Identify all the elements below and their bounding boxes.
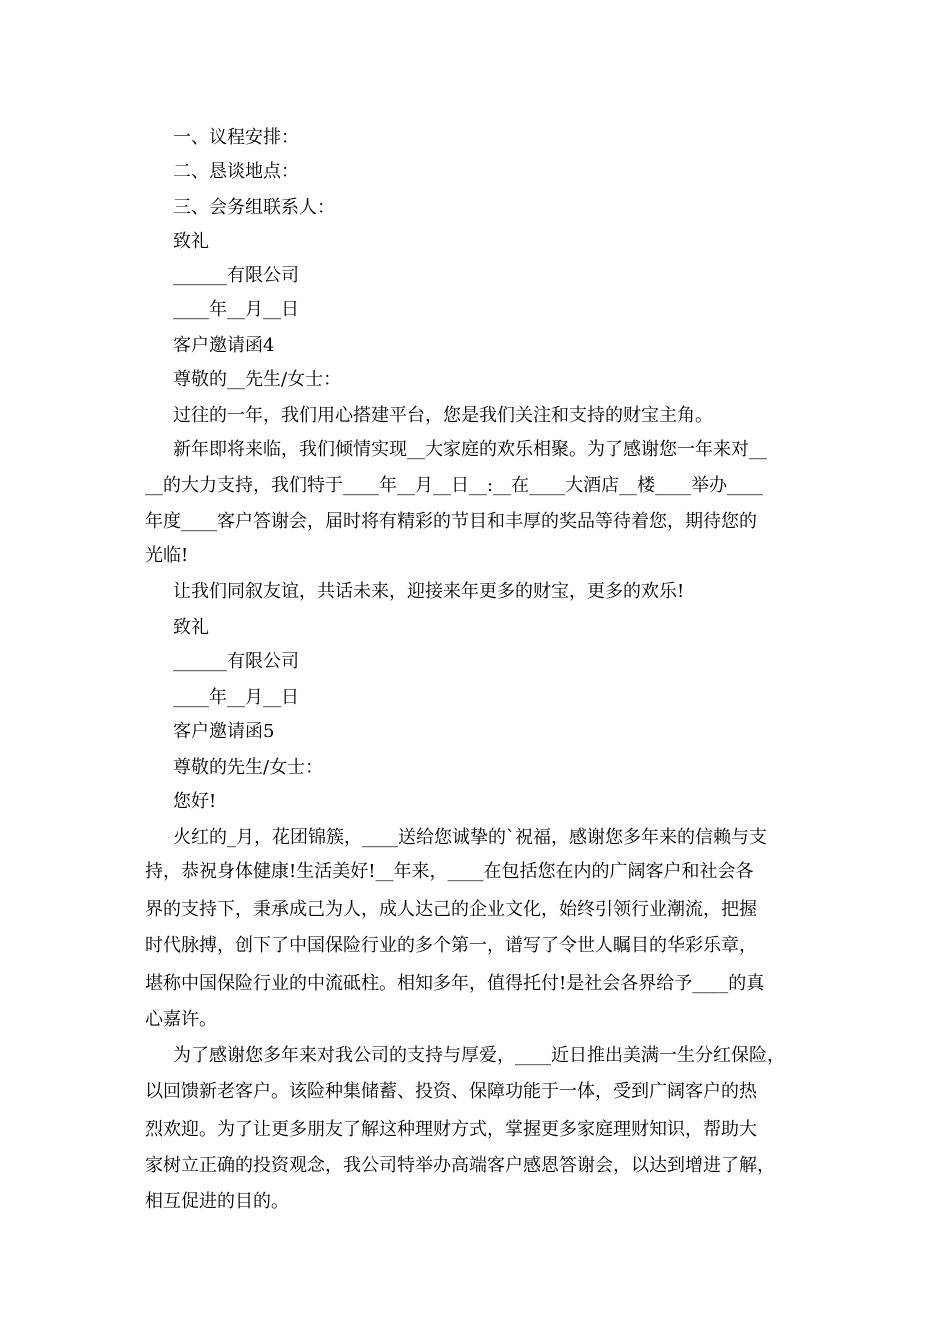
paragraph-line: 相互促进的目的。 [145, 1191, 289, 1212]
venue-heading: 二、恳谈地点： [173, 161, 299, 182]
paragraph-line: 火红的_月，花团锦簇，____送给您诚挚的`祝福，感谢您多年来的信赖与支 [173, 827, 767, 848]
date-line: ____年__月__日 [173, 299, 299, 320]
paragraph-line: 家树立正确的投资观念，我公司特举办高端客户感恩答谢会，以达到增进了解， [145, 1155, 775, 1176]
agenda-heading: 一、议程安排： [173, 127, 299, 148]
closing-salutation: 致礼 [173, 617, 209, 638]
letter-title: 客户邀请函4 [173, 335, 275, 356]
paragraph-line: 过往的一年，我们用心搭建平台，您是我们关注和支持的财宝主角。 [173, 405, 713, 426]
closing-salutation: 致礼 [173, 231, 209, 252]
paragraph-line: 持，恭祝身体健康!生活美好!__年来，____在包括您在内的广阔客户和社会各 [145, 861, 754, 882]
letter-title: 客户邀请函5 [173, 721, 275, 742]
date-line: ____年__月__日 [173, 687, 299, 708]
paragraph-line: 让我们同叙友谊，共话未来，迎接来年更多的财宝，更多的欢乐! [173, 581, 685, 602]
paragraph-line: 心嘉许。 [145, 1009, 217, 1030]
paragraph-line: 为了感谢您多年来对我公司的支持与厚爱，____近日推出美满一生分红保险， [173, 1045, 785, 1066]
paragraph-line: 烈欢迎。为了让更多朋友了解这种理财方式，掌握更多家庭理财知识，帮助大 [145, 1119, 757, 1140]
paragraph-line: 新年即将来临，我们倾情实现__大家庭的欢乐相聚。为了感谢您一年来对__ [173, 439, 767, 460]
contact-heading: 三、会务组联系人： [173, 197, 335, 218]
paragraph-line: 以回馈新老客户。该险种集储蓄、投资、保障功能于一体，受到广阔客户的热 [145, 1081, 757, 1102]
paragraph-line: 年度____客户答谢会，届时将有精彩的节目和丰厚的奖品等待着您，期待您的 [145, 511, 757, 532]
greeting-hello: 您好! [173, 791, 217, 812]
greeting: 尊敬的先生/女士： [173, 757, 324, 778]
company-signature: ______有限公司 [173, 651, 299, 672]
paragraph-line: 时代脉搏，创下了中国保险行业的多个第一，谱写了令世人瞩目的华彩乐章， [145, 935, 757, 956]
paragraph-line: 堪称中国保险行业的中流砥柱。相知多年，值得托付!是社会各界给予____的真 [145, 973, 765, 994]
paragraph-line: __的大力支持，我们特于____年__月__日__:__在____大酒店__楼____举办____ [145, 475, 764, 496]
paragraph-line: 界的支持下，秉承成己为人，成人达己的企业文化，始终引领行业潮流，把握 [145, 899, 757, 920]
company-signature: ______有限公司 [173, 265, 299, 286]
greeting: 尊敬的__先生/女士： [173, 369, 342, 390]
paragraph-line: 光临! [145, 545, 189, 566]
